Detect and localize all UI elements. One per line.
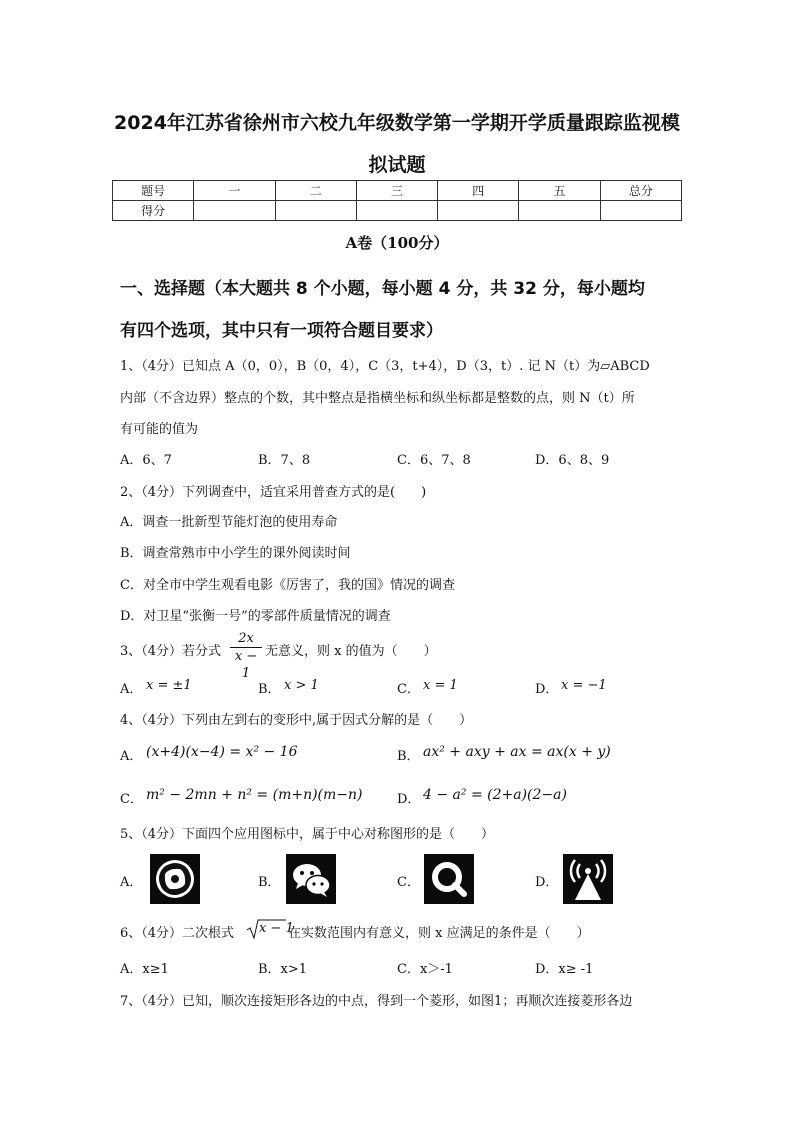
score-input-cell (438, 201, 519, 221)
q6-radical (246, 918, 294, 940)
q6-option-c: C．x＞-1 (397, 962, 453, 977)
q1-line3: 有可能的值为 (120, 422, 199, 437)
q2-stem: 2、（4分）下列调查中，适宜采用普查方式的是( ) (120, 485, 427, 500)
q3-option-d-expr: x = −1 (561, 678, 607, 693)
q6-option-d: D．x≥ -1 (535, 962, 594, 977)
q1-option-b: B．7、8 (258, 453, 311, 468)
q1-line2: 内部（不含边界）整点的个数，其中整点是指横坐标和纵坐标都是整数的点，则 N（t）所 (120, 391, 635, 406)
score-cell: 二 (275, 181, 356, 201)
score-input-cell (194, 201, 275, 221)
q3-option-a-letter: A． (120, 682, 143, 697)
q1-option-d: D．6、8、9 (535, 453, 610, 468)
q4-option-c-letter: C． (120, 792, 143, 807)
q4-stem: 4、（4分）下列由左到右的变形中,属于因式分解的是（ ） (120, 713, 473, 728)
q5-option-d-letter: D． (535, 875, 559, 890)
q6-option-b: B．x>1 (258, 962, 308, 977)
score-cell: 五 (519, 181, 600, 201)
score-row-label: 得分 (113, 201, 194, 221)
q4-option-d-letter: D． (397, 792, 421, 807)
score-input-cell (600, 201, 681, 221)
q4-option-b-letter: B． (397, 749, 420, 764)
q2-option-c: C．对全市中学生观看电影《厉害了，我的国》情况的调查 (120, 578, 455, 593)
volume-label: A卷（100分） (345, 234, 449, 252)
q5-option-a-letter: A． (120, 875, 143, 890)
q5-stem: 5、（4分）下面四个应用图标中，属于中心对称图形的是（ ） (120, 827, 495, 842)
q5-option-b-letter: B． (258, 875, 281, 890)
score-cell: 题号 (113, 181, 194, 201)
score-table-header-row (113, 181, 682, 201)
q2-option-b: B．调查常熟市中小学生的课外阅读时间 (120, 546, 351, 561)
score-cell: 一 (194, 181, 275, 201)
section-heading-line2: 有四个选项，其中只有一项符合题目要求） (120, 321, 443, 341)
q6-radicand: x − 1 (259, 921, 294, 936)
q2-option-a: A．调查一批新型节能灯泡的使用寿命 (120, 515, 338, 530)
q3-fraction-denominator: x − 1 (234, 649, 258, 681)
q6-stem-prefix: 6、（4分）二次根式 (120, 926, 235, 941)
score-input-cell (356, 201, 437, 221)
q3-stem-prefix: 3、（4分）若分式 (120, 644, 222, 659)
exam-title-line2: 拟试题 (368, 154, 426, 176)
q4-option-b-expr: ax² + axy + ax = ax(x + y) (423, 744, 611, 760)
q7-line1: 7、（4分）已知，顺次连接矩形各边的中点，得到一个菱形，如图1；再顺次连接菱形各边 (120, 994, 633, 1009)
q3-option-d-letter: D． (535, 682, 559, 697)
score-input-cell (519, 201, 600, 221)
q3-fraction (230, 630, 262, 682)
q4-option-a-expr: (x+4)(x−4) = x² − 16 (146, 744, 298, 760)
q1-line1: 1、（4分）已知点 A（0，0），B（0，4），C（3，t+4），D（3，t）. 记 N（t）为▱ABCD (120, 359, 650, 374)
q6-stem-suffix: 在实数范围内有意义，则 x 应满足的条件是（ ） (288, 926, 590, 941)
wifi-tower-icon (563, 854, 613, 904)
q4-option-d-expr: 4 − a² = (2+a)(2−a) (423, 787, 567, 803)
q3-option-b-expr: x > 1 (284, 678, 319, 693)
q5-option-c-letter: C． (397, 875, 420, 890)
q3-option-a-expr: x = ±1 (146, 678, 192, 693)
score-cell: 三 (356, 181, 437, 201)
q2-option-d: D．对卫星“张衡一号”的零部件质量情况的调查 (120, 609, 391, 624)
search-q-icon (424, 854, 474, 904)
q6-option-a: A．x≥1 (120, 962, 169, 977)
score-cell: 总分 (600, 181, 681, 201)
swirl-logo-icon (150, 854, 200, 904)
q3-option-b-letter: B． (258, 682, 281, 697)
wechat-icon (286, 854, 336, 904)
score-table-score-row (113, 201, 682, 221)
score-cell: 四 (438, 181, 519, 201)
q3-fraction-numerator: 2x (238, 631, 254, 646)
q3-option-c-expr: x = 1 (423, 678, 458, 693)
score-input-cell (275, 201, 356, 221)
q3-option-c-letter: C． (397, 682, 420, 697)
q3-stem-suffix: 无意义，则 x 的值为（ ） (265, 644, 437, 659)
q1-option-c: C．6、7、8 (397, 453, 471, 468)
q4-option-c-expr: m² − 2mn + n² = (m+n)(m−n) (146, 787, 363, 803)
q1-option-a: A．6、7 (120, 453, 172, 468)
section-heading-line1: 一、选择题（本大题共 8 个小题，每小题 4 分，共 32 分，每小题均 (120, 279, 645, 299)
score-table (112, 180, 682, 221)
q4-option-a-letter: A． (120, 749, 143, 764)
exam-title-line1: 2024年江苏省徐州市六校九年级数学第一学期开学质量跟踪监视模 (114, 112, 680, 134)
